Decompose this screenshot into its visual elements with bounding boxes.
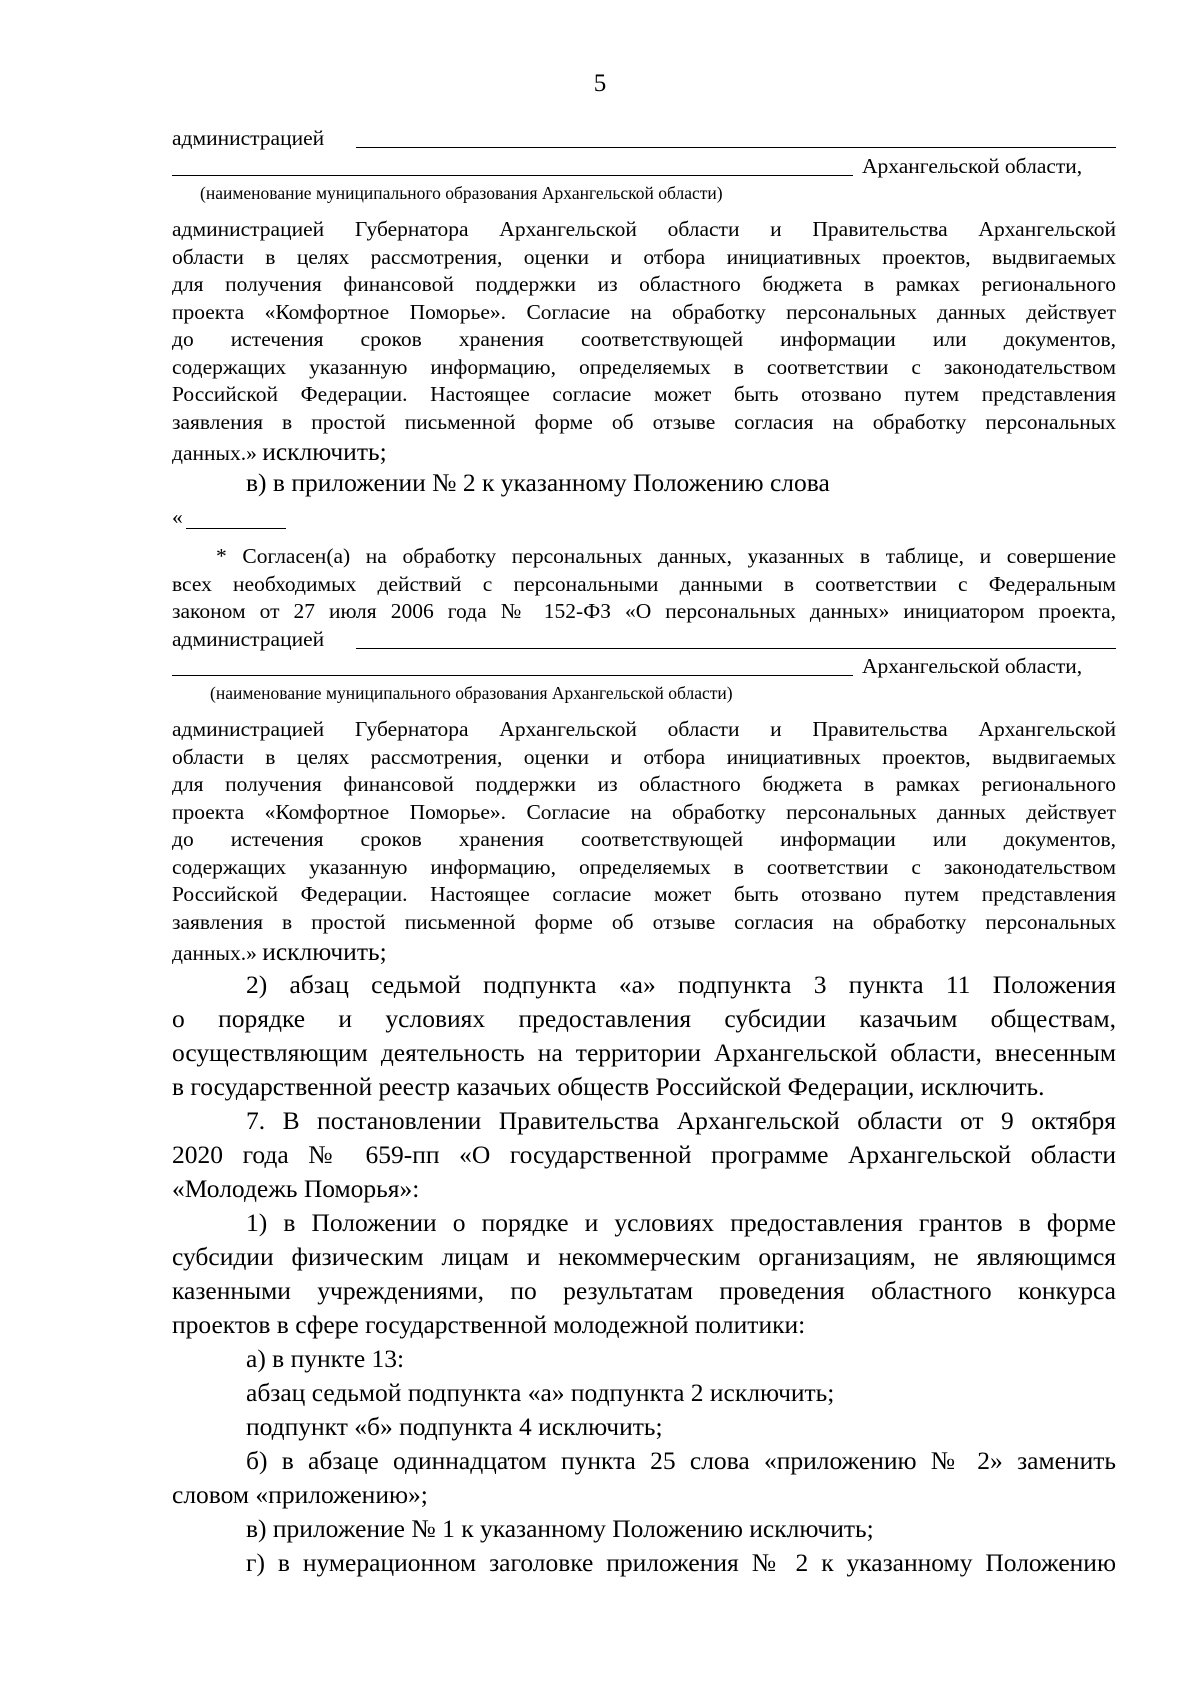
page-number: 5 — [593, 70, 607, 97]
admin-label-1: администрацией — [172, 126, 325, 150]
fill-line-2a — [356, 628, 1116, 649]
main-line-8: 1) в Положении о порядке и условиях предоставления грантов в форме — [246, 1208, 1116, 1237]
main-line-6: 2020 года № 659-пп «О государственной программе Архангельской области — [172, 1140, 1116, 1169]
body1-line-2: области в целях рассмотрения, оценки и отбора инициативных проектов, выдвигаемых — [172, 244, 1116, 269]
caption-2: (наименование муниципального образования Архангельской области) — [210, 683, 733, 703]
main-line-7: «Молодежь Поморья»: — [172, 1174, 420, 1203]
main-line-13: абзац седьмой подпункта «а» подпункта 2 исключить; — [246, 1378, 835, 1407]
body1-line-6: содержащих указанную информацию, определяемых в соответствии с законодательством — [172, 354, 1116, 379]
quote-underline — [186, 508, 286, 529]
main-line-12: а) в пункте 13: — [246, 1344, 405, 1373]
main-line-9: субсидии физическим лицам и некоммерческим организациям, не являющимся — [172, 1242, 1116, 1271]
main-line-15: б) в абзаце одиннадцатом пункта 25 слова «приложению № 2» заменить — [246, 1446, 1116, 1475]
region-suffix-1: Архангельской области, — [862, 154, 1083, 178]
body2-end — [172, 936, 1116, 968]
consent-line-2: всех необходимых действий с персональными данными в соответствии с Федеральным — [172, 571, 1116, 596]
admin-label-2: администрацией — [172, 627, 325, 651]
item-v: в) в приложении № 2 к указанному Положению слова — [246, 468, 830, 497]
main-line-3: осуществляющим деятельность на территории Архангельской области, внесенным — [172, 1038, 1116, 1067]
main-line-5: 7. В постановлении Правительства Архангельской области от 9 октября — [246, 1106, 1116, 1135]
body1-end-text: данных.» — [172, 441, 257, 465]
body2-line-7: Российской Федерации. Настоящее согласие может быть отозвано путем представления — [172, 882, 1116, 906]
body2-line-6: содержащих указанную информацию, определяемых в соответствии с законодательством — [172, 854, 1116, 879]
consent-line-1: * Согласен(а) на обработку персональных данных, указанных в таблице, и совершение — [216, 544, 1116, 568]
body2-line-5: до истечения сроков хранения соответствующей информации или документов, — [172, 827, 1116, 851]
fill-line-1b — [172, 155, 853, 176]
fill-line-2b — [172, 655, 853, 676]
body2-line-8: заявления в простой письменной форме об отзыве согласия на обработку персональных — [172, 909, 1116, 934]
main-line-14: подпункт «б» подпункта 4 исключить; — [246, 1412, 663, 1441]
consent-line-3: законом от 27 июля 2006 года № 152-ФЗ «О персональных данных» инициатором проекта, — [172, 599, 1116, 623]
body1-end-word: исключить; — [262, 437, 387, 466]
main-line-4: в государственной реестр казачьих обществ Российской Федерации, исключить. — [172, 1072, 1045, 1101]
body1-line-7: Российской Федерации. Настоящее согласие может быть отозвано путем представления — [172, 382, 1116, 406]
main-line-11: проектов в сфере государственной молодежной политики: — [172, 1310, 806, 1339]
main-line-16: словом «приложению»; — [172, 1480, 428, 1509]
fill-line-1a — [356, 127, 1116, 148]
body1-line-3: для получения финансовой поддержки из областного бюджета в рамках регионального — [172, 272, 1116, 296]
region-suffix-2: Архангельской области, — [862, 654, 1083, 678]
main-line-10: казенными учреждениями, по результатам проведения областного конкурса — [172, 1276, 1116, 1305]
main-line-17: в) приложение № 1 к указанному Положению исключить; — [246, 1514, 874, 1543]
caption-1: (наименование муниципального образования Архангельской области) — [200, 183, 723, 203]
body1-end — [172, 436, 1116, 468]
main-line-1: 2) абзац седьмой подпункта «а» подпункта 3 пункта 11 Положения — [246, 970, 1116, 999]
main-line-18: г) в нумерационном заголовке приложения № 2 к указанному Положению — [246, 1548, 1116, 1577]
body1-line-8: заявления в простой письменной форме об отзыве согласия на обработку персональных — [172, 409, 1116, 434]
body1-line-5: до истечения сроков хранения соответствующей информации или документов, — [172, 327, 1116, 351]
body1-line-4: проекта «Комфортное Поморье». Согласие на обработку персональных данных действует — [172, 299, 1116, 324]
body2-line-1: администрацией Губернатора Архангельской области и Правительства Архангельской — [172, 717, 1116, 741]
quote-open: « — [172, 505, 183, 529]
body2-end-text: данных.» — [172, 941, 257, 965]
main-line-2: о порядке и условиях предоставления субсидии казачьим обществам, — [172, 1004, 1116, 1033]
body2-end-word: исключить; — [262, 937, 387, 966]
body2-line-4: проекта «Комфортное Поморье». Согласие на обработку персональных данных действует — [172, 799, 1116, 824]
body2-line-2: области в целях рассмотрения, оценки и отбора инициативных проектов, выдвигаемых — [172, 744, 1116, 769]
body1-line-1: администрацией Губернатора Архангельской области и Правительства Архангельской — [172, 217, 1116, 241]
body2-line-3: для получения финансовой поддержки из областного бюджета в рамках регионального — [172, 772, 1116, 796]
